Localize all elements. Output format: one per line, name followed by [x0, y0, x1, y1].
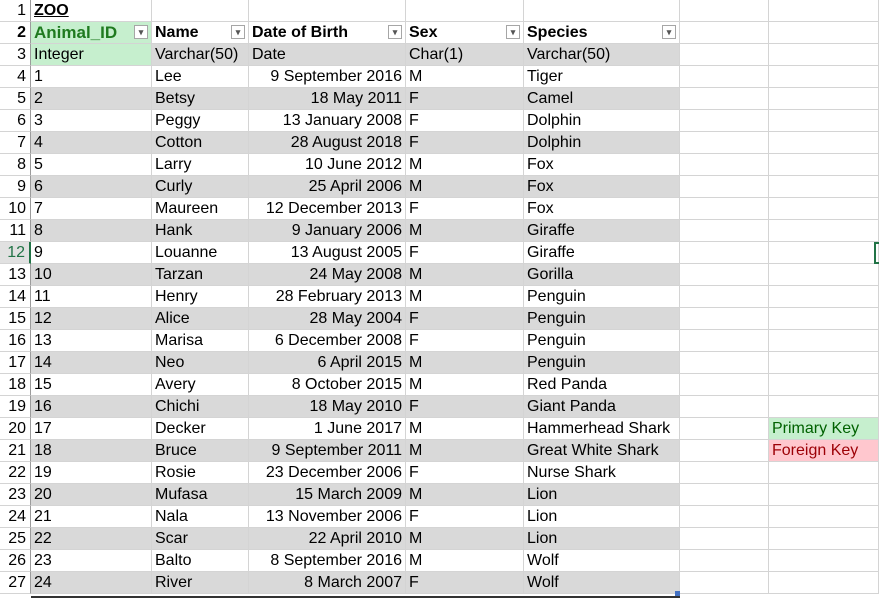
table-cell[interactable]: Henry — [152, 286, 249, 308]
table-cell[interactable]: Fox — [524, 154, 680, 176]
legend-foreign-key[interactable]: Foreign Key — [769, 440, 879, 462]
row-header[interactable]: 22 — [0, 462, 31, 484]
header-row — [0, 22, 879, 44]
table-cell[interactable]: 7 — [31, 198, 152, 220]
row-header[interactable]: 5 — [0, 88, 31, 110]
table-cell[interactable]: 13 November 2006 — [249, 506, 406, 528]
empty-cell[interactable] — [769, 286, 879, 308]
empty-cell[interactable] — [680, 308, 769, 330]
table-row — [0, 242, 879, 264]
empty-cell[interactable] — [406, 0, 524, 22]
empty-cell[interactable] — [680, 550, 769, 572]
empty-cell[interactable] — [769, 176, 879, 198]
table-bottom-border — [31, 596, 680, 598]
table-cell[interactable]: 1 June 2017 — [249, 418, 406, 440]
table-cell[interactable]: Betsy — [152, 88, 249, 110]
table-cell[interactable]: Penguin — [524, 330, 680, 352]
table-cell[interactable]: 8 October 2015 — [249, 374, 406, 396]
table-row — [0, 198, 879, 220]
table-cell[interactable]: 4 — [31, 132, 152, 154]
table-row — [0, 154, 879, 176]
empty-cell[interactable] — [680, 110, 769, 132]
table-cell[interactable]: F — [406, 132, 524, 154]
table-cell[interactable]: M — [406, 440, 524, 462]
type-row — [0, 44, 879, 66]
table-cell[interactable]: Chichi — [152, 396, 249, 418]
table-cell[interactable]: M — [406, 374, 524, 396]
table-cell[interactable]: 9 — [31, 242, 152, 264]
table-cell[interactable]: Peggy — [152, 110, 249, 132]
table-cell[interactable]: Red Panda — [524, 374, 680, 396]
table-cell[interactable]: 23 December 2006 — [249, 462, 406, 484]
active-cell-indicator[interactable] — [874, 242, 879, 264]
table-cell[interactable]: 22 — [31, 528, 152, 550]
table-cell[interactable]: Decker — [152, 418, 249, 440]
empty-cell[interactable] — [769, 66, 879, 88]
empty-cell[interactable] — [769, 110, 879, 132]
table-cell[interactable]: Lion — [524, 528, 680, 550]
table-cell[interactable]: Penguin — [524, 352, 680, 374]
table-row — [0, 528, 879, 550]
table-cell[interactable]: M — [406, 286, 524, 308]
table-cell[interactable]: F — [406, 506, 524, 528]
table-cell[interactable]: 8 — [31, 220, 152, 242]
table-cell[interactable]: Scar — [152, 528, 249, 550]
table-cell[interactable]: 8 September 2016 — [249, 550, 406, 572]
row-header[interactable]: 6 — [0, 110, 31, 132]
row-header[interactable]: 8 — [0, 154, 31, 176]
table-cell[interactable]: 24 — [31, 572, 152, 594]
table-cell[interactable]: 15 March 2009 — [249, 484, 406, 506]
row-header[interactable]: 7 — [0, 132, 31, 154]
empty-cell[interactable] — [680, 572, 769, 594]
table-cell[interactable]: Rosie — [152, 462, 249, 484]
table-cell[interactable]: Gorilla — [524, 264, 680, 286]
table-cell[interactable]: Cotton — [152, 132, 249, 154]
table-cell[interactable]: Fox — [524, 176, 680, 198]
table-cell[interactable]: 18 May 2011 — [249, 88, 406, 110]
chevron-down-icon[interactable]: ▾ — [231, 25, 245, 39]
table-cell[interactable]: 22 April 2010 — [249, 528, 406, 550]
table-cell[interactable]: 20 — [31, 484, 152, 506]
table-cell[interactable]: F — [406, 242, 524, 264]
empty-cell[interactable] — [680, 286, 769, 308]
table-cell[interactable]: Maureen — [152, 198, 249, 220]
data-type-cell[interactable]: Integer — [31, 44, 152, 66]
empty-cell[interactable] — [680, 44, 769, 66]
empty-cell[interactable] — [769, 396, 879, 418]
empty-cell[interactable] — [769, 374, 879, 396]
table-row — [0, 286, 879, 308]
table-cell[interactable]: Mufasa — [152, 484, 249, 506]
empty-cell[interactable] — [680, 396, 769, 418]
row-header[interactable]: 25 — [0, 528, 31, 550]
empty-cell[interactable] — [769, 352, 879, 374]
table-row — [0, 352, 879, 374]
table-cell[interactable]: 13 — [31, 330, 152, 352]
column-header-cell[interactable] — [406, 22, 524, 44]
table-cell[interactable]: Giraffe — [524, 242, 680, 264]
row-header[interactable]: 24 — [0, 506, 31, 528]
table-cell[interactable]: Tiger — [524, 66, 680, 88]
column-header-cell[interactable] — [152, 22, 249, 44]
row-header[interactable]: 20 — [0, 418, 31, 440]
table-cell[interactable]: 12 December 2013 — [249, 198, 406, 220]
table-cell[interactable]: 10 June 2012 — [249, 154, 406, 176]
empty-cell[interactable] — [769, 264, 879, 286]
empty-cell[interactable] — [680, 220, 769, 242]
row-header[interactable]: 11 — [0, 220, 31, 242]
row-header[interactable]: 27 — [0, 572, 31, 594]
table-cell[interactable]: Curly — [152, 176, 249, 198]
table-row — [0, 484, 879, 506]
table-row — [0, 176, 879, 198]
empty-cell[interactable] — [769, 308, 879, 330]
table-cell[interactable]: Camel — [524, 88, 680, 110]
table-cell[interactable]: Avery — [152, 374, 249, 396]
empty-cell[interactable] — [769, 0, 879, 22]
legend-primary-key[interactable]: Primary Key — [769, 418, 879, 440]
table-cell[interactable]: 24 May 2008 — [249, 264, 406, 286]
table-cell[interactable]: 9 September 2016 — [249, 66, 406, 88]
table-cell[interactable]: Dolphin — [524, 110, 680, 132]
empty-cell[interactable] — [680, 418, 769, 440]
empty-cell[interactable] — [680, 506, 769, 528]
table-row — [0, 132, 879, 154]
column-header-cell[interactable] — [524, 22, 680, 44]
empty-cell[interactable] — [769, 528, 879, 550]
table-row — [0, 88, 879, 110]
table-cell[interactable]: F — [406, 88, 524, 110]
table-cell[interactable]: Penguin — [524, 286, 680, 308]
table-cell[interactable]: Giant Panda — [524, 396, 680, 418]
table-cell[interactable]: Penguin — [524, 308, 680, 330]
table-cell[interactable]: M — [406, 154, 524, 176]
table-cell[interactable]: 14 — [31, 352, 152, 374]
empty-cell[interactable] — [680, 484, 769, 506]
table-cell[interactable]: F — [406, 396, 524, 418]
table-cell[interactable]: Lee — [152, 66, 249, 88]
table-cell[interactable]: 17 — [31, 418, 152, 440]
data-type-cell[interactable]: Varchar(50) — [524, 44, 680, 66]
table-cell[interactable]: M — [406, 220, 524, 242]
empty-cell[interactable] — [769, 198, 879, 220]
column-header-label: Sex — [409, 24, 438, 41]
table-cell[interactable]: Lion — [524, 484, 680, 506]
row-header[interactable]: 2 — [0, 22, 31, 44]
empty-cell[interactable] — [680, 22, 769, 44]
column-header-cell[interactable] — [249, 22, 406, 44]
sheet-title-cell[interactable]: ZOO — [31, 0, 152, 22]
table-cell[interactable]: 12 — [31, 308, 152, 330]
row-header[interactable]: 17 — [0, 352, 31, 374]
table-cell[interactable]: Nurse Shark — [524, 462, 680, 484]
empty-cell[interactable] — [680, 374, 769, 396]
table-cell[interactable]: M — [406, 66, 524, 88]
table-cell[interactable]: 9 January 2006 — [249, 220, 406, 242]
fill-handle[interactable] — [675, 591, 680, 596]
table-cell[interactable]: M — [406, 550, 524, 572]
table-cell[interactable]: Larry — [152, 154, 249, 176]
empty-cell[interactable] — [769, 154, 879, 176]
row-header[interactable]: 14 — [0, 286, 31, 308]
column-header-cell[interactable] — [31, 22, 152, 44]
table-cell[interactable]: 28 May 2004 — [249, 308, 406, 330]
table-row — [0, 550, 879, 572]
empty-cell[interactable] — [769, 330, 879, 352]
table-cell[interactable]: M — [406, 528, 524, 550]
empty-cell[interactable] — [680, 440, 769, 462]
empty-cell[interactable] — [680, 352, 769, 374]
table-row — [0, 418, 879, 440]
empty-cell[interactable] — [680, 154, 769, 176]
empty-cell[interactable] — [680, 88, 769, 110]
table-cell[interactable]: 28 August 2018 — [249, 132, 406, 154]
table-row — [0, 308, 879, 330]
chevron-down-icon[interactable]: ▾ — [388, 25, 402, 39]
table-cell[interactable]: 9 September 2011 — [249, 440, 406, 462]
row-header[interactable]: 4 — [0, 66, 31, 88]
row-header[interactable]: 21 — [0, 440, 31, 462]
table-cell[interactable]: Balto — [152, 550, 249, 572]
table-row — [0, 572, 879, 594]
table-cell[interactable]: 18 — [31, 440, 152, 462]
row-header[interactable]: 15 — [0, 308, 31, 330]
table-cell[interactable]: 13 January 2008 — [249, 110, 406, 132]
row-header[interactable]: 3 — [0, 44, 31, 66]
chevron-down-icon[interactable]: ▾ — [134, 25, 148, 39]
empty-cell[interactable] — [769, 506, 879, 528]
row-header[interactable]: 13 — [0, 264, 31, 286]
empty-cell[interactable] — [680, 198, 769, 220]
table-cell[interactable]: 6 — [31, 176, 152, 198]
table-cell[interactable]: Giraffe — [524, 220, 680, 242]
table-cell[interactable]: 15 — [31, 374, 152, 396]
table-cell[interactable]: 19 — [31, 462, 152, 484]
empty-cell[interactable] — [769, 484, 879, 506]
table-cell[interactable]: 2 — [31, 88, 152, 110]
row-header[interactable]: 12 — [0, 242, 31, 264]
table-cell[interactable]: 5 — [31, 154, 152, 176]
column-header-label: Animal_ID — [34, 23, 118, 42]
table-row — [0, 330, 879, 352]
row-header[interactable]: 18 — [0, 374, 31, 396]
table-cell[interactable]: Wolf — [524, 550, 680, 572]
table-row — [0, 506, 879, 528]
empty-cell[interactable] — [680, 528, 769, 550]
table-cell[interactable]: 28 February 2013 — [249, 286, 406, 308]
table-row — [0, 264, 879, 286]
table-cell[interactable]: Hammerhead Shark — [524, 418, 680, 440]
table-cell[interactable]: Great White Shark — [524, 440, 680, 462]
table-row — [0, 66, 879, 88]
row-header[interactable]: 26 — [0, 550, 31, 572]
empty-cell[interactable] — [680, 330, 769, 352]
table-row — [0, 220, 879, 242]
table-cell[interactable]: 16 — [31, 396, 152, 418]
table-cell[interactable]: M — [406, 264, 524, 286]
table-cell[interactable]: Bruce — [152, 440, 249, 462]
table-cell[interactable]: Neo — [152, 352, 249, 374]
empty-cell[interactable] — [680, 176, 769, 198]
column-header-label: Species — [527, 24, 588, 41]
empty-cell[interactable] — [680, 0, 769, 22]
table-cell[interactable]: Lion — [524, 506, 680, 528]
empty-cell[interactable] — [769, 242, 879, 264]
empty-cell[interactable] — [769, 132, 879, 154]
data-type-cell[interactable]: Date — [249, 44, 406, 66]
table-cell[interactable]: Alice — [152, 308, 249, 330]
table-cell[interactable]: Marisa — [152, 330, 249, 352]
empty-cell[interactable] — [769, 88, 879, 110]
table-cell[interactable]: F — [406, 308, 524, 330]
table-cell[interactable]: F — [406, 572, 524, 594]
table-cell[interactable]: River — [152, 572, 249, 594]
table-cell[interactable]: 25 April 2006 — [249, 176, 406, 198]
table-cell[interactable]: F — [406, 110, 524, 132]
chevron-down-icon[interactable]: ▾ — [662, 25, 676, 39]
table-cell[interactable]: 6 April 2015 — [249, 352, 406, 374]
table-cell[interactable]: M — [406, 484, 524, 506]
table-cell[interactable]: Fox — [524, 198, 680, 220]
title-row — [0, 0, 879, 22]
table-cell[interactable]: 11 — [31, 286, 152, 308]
empty-cell[interactable] — [680, 242, 769, 264]
row-header[interactable]: 9 — [0, 176, 31, 198]
table-cell[interactable]: 1 — [31, 66, 152, 88]
table-cell[interactable]: 6 December 2008 — [249, 330, 406, 352]
table-cell[interactable]: M — [406, 352, 524, 374]
table-cell[interactable]: 8 March 2007 — [249, 572, 406, 594]
row-header[interactable]: 16 — [0, 330, 31, 352]
empty-cell[interactable] — [769, 44, 879, 66]
table-row — [0, 396, 879, 418]
empty-cell[interactable] — [769, 572, 879, 594]
table-cell[interactable]: 13 August 2005 — [249, 242, 406, 264]
table-cell[interactable]: Dolphin — [524, 132, 680, 154]
table-cell[interactable]: Wolf — [524, 572, 680, 594]
column-header-label: Name — [155, 24, 199, 41]
data-type-cell[interactable]: Varchar(50) — [152, 44, 249, 66]
table-cell[interactable]: F — [406, 198, 524, 220]
table-cell[interactable]: 23 — [31, 550, 152, 572]
chevron-down-icon[interactable]: ▾ — [506, 25, 520, 39]
table-cell[interactable]: M — [406, 418, 524, 440]
table-row — [0, 374, 879, 396]
row-header[interactable]: 1 — [0, 0, 31, 22]
empty-cell[interactable] — [680, 462, 769, 484]
table-row — [0, 462, 879, 484]
table-row — [0, 110, 879, 132]
empty-cell[interactable] — [152, 0, 249, 22]
empty-cell[interactable] — [249, 0, 406, 22]
row-header[interactable]: 10 — [0, 198, 31, 220]
table-cell[interactable]: 10 — [31, 264, 152, 286]
empty-cell[interactable] — [769, 550, 879, 572]
table-cell[interactable]: Nala — [152, 506, 249, 528]
table-cell[interactable]: Tarzan — [152, 264, 249, 286]
row-header[interactable]: 19 — [0, 396, 31, 418]
row-header[interactable]: 23 — [0, 484, 31, 506]
table-cell[interactable]: Hank — [152, 220, 249, 242]
table-cell[interactable]: F — [406, 330, 524, 352]
column-header-label: Date of Birth — [252, 24, 348, 41]
table-row — [0, 440, 879, 462]
empty-cell[interactable] — [769, 220, 879, 242]
empty-cell[interactable] — [680, 264, 769, 286]
table-cell[interactable]: 18 May 2010 — [249, 396, 406, 418]
table-cell[interactable]: F — [406, 462, 524, 484]
table-cell[interactable]: M — [406, 176, 524, 198]
table-cell[interactable]: 3 — [31, 110, 152, 132]
data-type-cell[interactable]: Char(1) — [406, 44, 524, 66]
empty-cell[interactable] — [680, 66, 769, 88]
empty-cell[interactable] — [769, 462, 879, 484]
table-cell[interactable]: Louanne — [152, 242, 249, 264]
empty-cell[interactable] — [769, 22, 879, 44]
table-cell[interactable]: 21 — [31, 506, 152, 528]
empty-cell[interactable] — [524, 0, 680, 22]
empty-cell[interactable] — [680, 132, 769, 154]
